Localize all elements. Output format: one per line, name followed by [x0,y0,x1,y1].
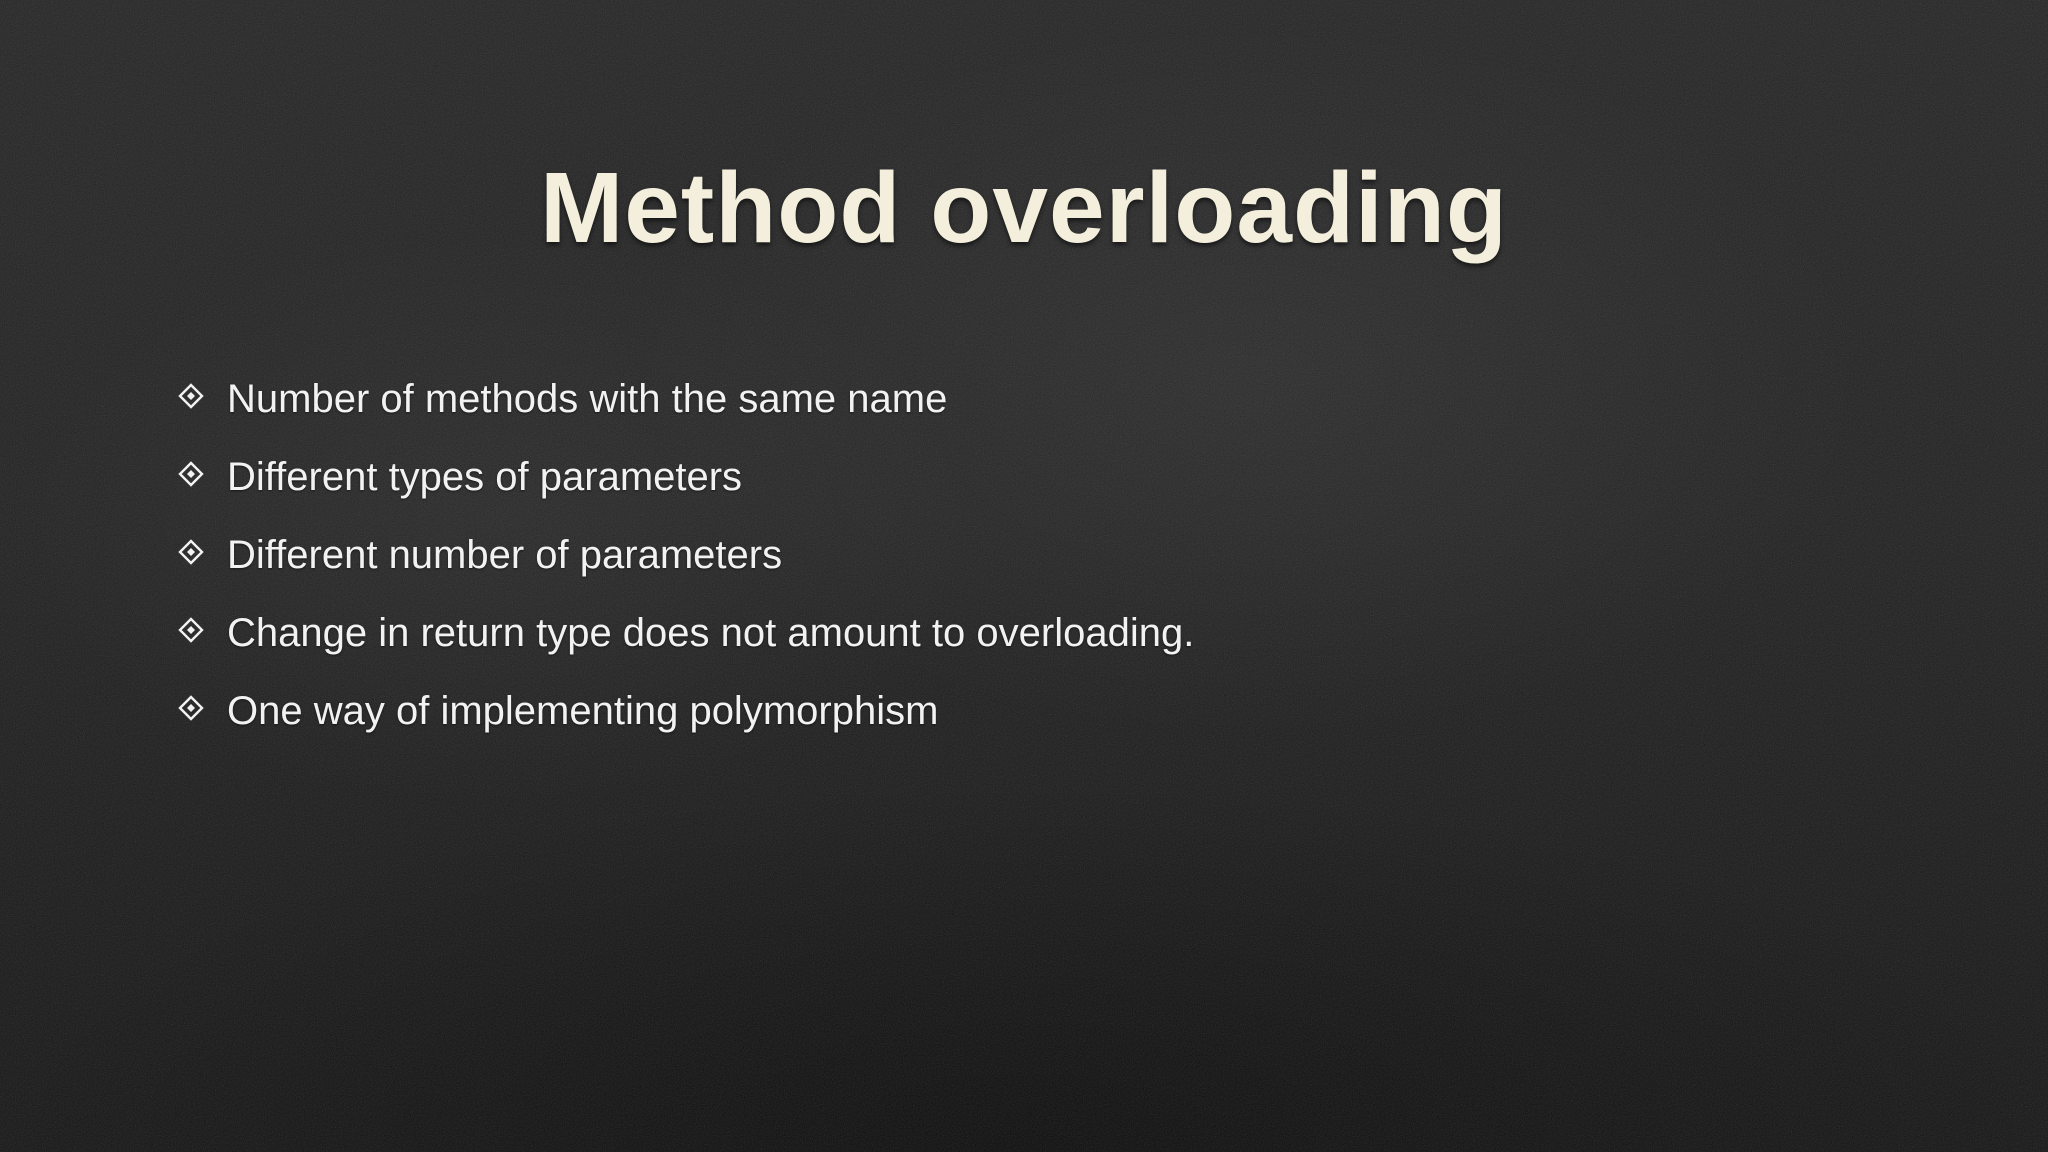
bullet-item [172,360,1872,438]
bullet-text: Number of methods with the same name [227,377,948,421]
bullet-text: Different number of parameters [227,533,783,577]
bullet-item [172,672,1872,750]
bullet-text: Change in return type does not amount to overloading. [227,611,1195,655]
bullet-item [172,516,1872,594]
bullet-item [172,594,1872,672]
bullet-text: Different types of parameters [227,455,743,499]
diamond-bullet-icon [178,461,204,487]
slide-title: Method overloading [540,152,1508,264]
bullet-item [172,438,1872,516]
diamond-bullet-icon [178,383,204,409]
diamond-bullet-icon [178,539,204,565]
diamond-bullet-icon [178,695,204,721]
diamond-bullet-icon [178,617,204,643]
bullet-list [172,360,1872,750]
bullet-text: One way of implementing polymorphism [227,689,939,733]
